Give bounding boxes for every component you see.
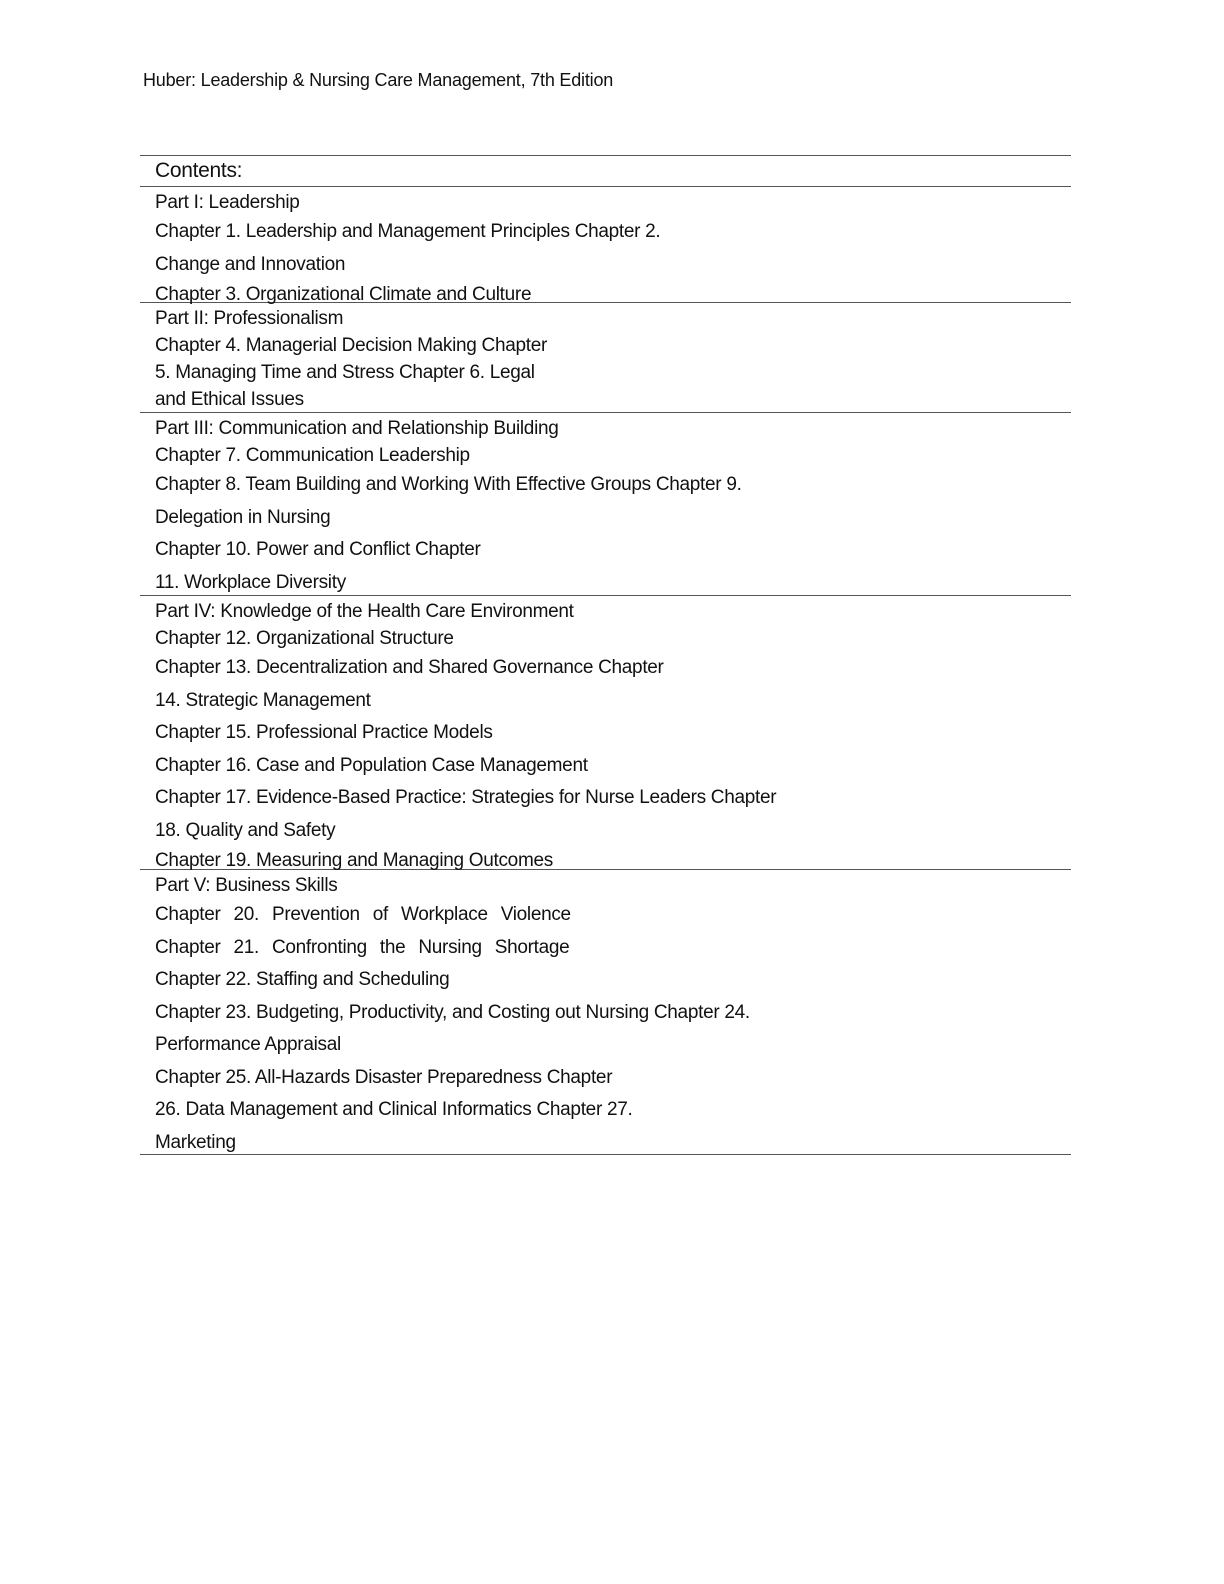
toc-line: Chapter 17. Evidence-Based Practice: Strategies for Nurse Leaders Chapter (155, 787, 777, 808)
toc-line: Chapter 7. Communication Leadership (155, 445, 470, 466)
toc-line: Chapter 23. Budgeting, Productivity, and Costing out Nursing Chapter 24. (155, 1001, 750, 1023)
toc-line: Chapter 16. Case and Population Case Management (155, 754, 588, 776)
toc-line: Part III: Communication and Relationship Building (155, 418, 559, 439)
toc-line: 18. Quality and Safety (155, 819, 336, 841)
toc-line: Chapter 8. Team Building and Working With Effective Groups Chapter 9. (155, 474, 742, 495)
toc-line: Chapter 3. Organizational Climate and Culture (155, 284, 532, 305)
toc-line: Part I: Leadership (155, 192, 300, 213)
toc-line: and Ethical Issues (155, 389, 304, 410)
toc-line: Chapter 4. Managerial Decision Making Chapter (155, 335, 548, 356)
toc-line: 14. Strategic Management (155, 689, 371, 711)
toc-line: Chapter 25. All-Hazards Disaster Preparedness Chapter (155, 1066, 613, 1088)
toc-part-4 (140, 596, 1071, 870)
toc-line: Marketing (155, 1131, 236, 1153)
toc-line: 11. Workplace Diversity (155, 571, 346, 593)
running-header: Huber: Leadership & Nursing Care Management, 7th Edition (143, 70, 614, 90)
toc-line: Chapter 10. Power and Conflict Chapter (155, 539, 481, 560)
toc-line: Chapter 21. Confronting the Nursing Shortage (155, 936, 570, 958)
toc-part-2 (140, 303, 1071, 413)
toc-part-5 (140, 870, 1071, 1154)
contents-heading: Contents: (140, 156, 1071, 187)
toc-line: Part II: Professionalism (155, 308, 344, 329)
toc-line: 26. Data Management and Clinical Informatics Chapter 27. (155, 1099, 633, 1120)
toc-line: Part IV: Knowledge of the Health Care Environment (155, 601, 574, 622)
toc-line: Change and Innovation (155, 253, 346, 275)
toc-part-3 (140, 413, 1071, 596)
toc-line: Part V: Business Skills (155, 875, 338, 896)
toc-line: Delegation in Nursing (155, 506, 331, 528)
toc-part-1 (140, 187, 1071, 303)
toc-line: Chapter 15. Professional Practice Models (155, 722, 493, 743)
toc-line: Chapter 12. Organizational Structure (155, 628, 454, 649)
table-of-contents (140, 155, 1071, 1155)
toc-line: Chapter 19. Measuring and Managing Outcomes (155, 850, 553, 871)
toc-line: 5. Managing Time and Stress Chapter 6. Legal (155, 362, 535, 383)
toc-line: Chapter 13. Decentralization and Shared Governance Chapter (155, 657, 664, 678)
toc-line: Chapter 22. Staffing and Scheduling (155, 969, 450, 990)
toc-line: Chapter 1. Leadership and Management Principles Chapter 2. (155, 221, 661, 242)
toc-line: Chapter 20. Prevention of Workplace Violence (155, 904, 571, 925)
toc-line: Performance Appraisal (155, 1034, 341, 1055)
